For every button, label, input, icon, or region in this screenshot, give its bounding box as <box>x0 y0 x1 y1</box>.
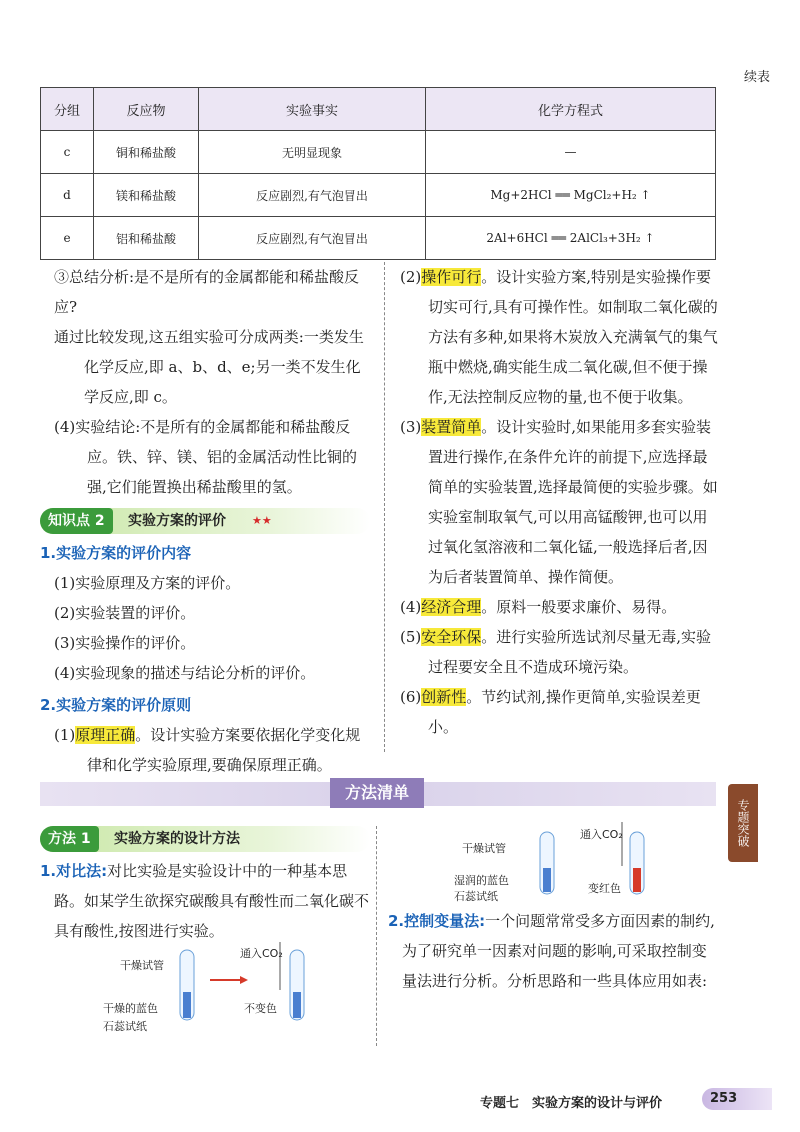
summary-answer: 通过比较发现,这五组实验可分成两类:一类发生化学反应,即 a、b、d、e;另一类不发生化学反应,即 c。 <box>54 328 364 406</box>
item-number: (4) <box>400 598 422 616</box>
figure-label: 干燥的蓝色 <box>103 1002 158 1015</box>
left-column <box>40 262 370 780</box>
page-number: 253 <box>702 1088 772 1110</box>
table-cell: d <box>41 174 94 217</box>
method-text: 对比实验是实验设计中的一种基本思路。如某学生欲探究碳酸具有酸性而二氧化碳不具有酸性,按图进行实验。 <box>54 862 370 940</box>
item-number: (1) <box>54 726 76 744</box>
table-cell: 反应剧烈,有气泡冒出 <box>199 217 426 260</box>
highlighted-term: 安全环保 <box>421 628 482 646</box>
item-number: (3) <box>400 418 422 436</box>
highlighted-term: 装置简单 <box>421 418 482 436</box>
heading-evaluation-content: 1.实验方案的评价内容 <box>40 544 192 562</box>
principle-3 <box>400 412 720 592</box>
list-item: (1)实验原理及方案的评价。 <box>54 574 241 592</box>
table-cell: 反应剧烈,有气泡冒出 <box>199 174 426 217</box>
table-row <box>41 217 716 260</box>
highlighted-term: 经济合理 <box>421 598 482 616</box>
highlighted-term: 操作可行 <box>421 268 482 286</box>
method-heading: 2.控制变量法: <box>388 912 486 930</box>
table-header: 分组 <box>41 88 94 131</box>
method-tag: 方法 1 <box>40 826 99 852</box>
principle-6 <box>400 682 720 742</box>
method-bar <box>40 826 370 852</box>
method-left <box>40 856 370 946</box>
control-variable-method <box>388 906 718 996</box>
highlighted-term: 创新性 <box>421 688 467 706</box>
litmus-paper-icon <box>183 992 191 1018</box>
item-number: (5) <box>400 628 422 646</box>
knowledge-point-tag: 知识点 2 <box>40 508 113 534</box>
section-title: 方法清单 <box>330 778 424 808</box>
table-cell: c <box>41 131 94 174</box>
principle-text: 。设计实验方案,特别是实验操作要切实可行,具有可操作性。如制取二氧化碳的方法有多种,如果将木炭放入充满氧气的集气瓶中燃烧,确实能生成二氧化碳,但不便于操作,无法控制反应物的量,也不便于收集。 <box>428 268 718 406</box>
continued-label: 续表 <box>743 70 770 85</box>
experiment-table <box>40 87 716 260</box>
footer-chapter: 专题七 实验方案的设计与评价 <box>480 1096 663 1111</box>
table-row <box>41 131 716 174</box>
method-title: 实验方案的设计方法 <box>114 831 240 847</box>
litmus-paper-red-icon <box>633 868 641 892</box>
column-divider <box>376 826 377 1046</box>
table-cell: 铜和稀盐酸 <box>94 131 199 174</box>
item-number: (2) <box>400 268 422 286</box>
principle-2 <box>400 262 720 412</box>
figure-label: 干燥试管 <box>120 959 164 972</box>
principle-1 <box>40 720 370 780</box>
figure-label: 通入CO₂ <box>580 828 623 841</box>
column-divider <box>384 262 385 752</box>
knowledge-point-bar <box>40 508 370 534</box>
item-number: (6) <box>400 688 422 706</box>
litmus-paper-icon <box>543 868 551 892</box>
litmus-paper-icon <box>293 992 301 1018</box>
figure-label: 变红色 <box>588 882 621 895</box>
table-header-row <box>41 88 716 131</box>
summary-question: ③总结分析:是不是所有的金属都能和稀盐酸反应? <box>54 268 360 316</box>
list-item: (4)实验现象的描述与结论分析的评价。 <box>54 664 316 682</box>
method-text: 一个问题常常受多方面因素的制约,为了研究单一因素对问题的影响,可采取控制变量法进行分析。分析思路和一些具体应用如表: <box>402 912 715 990</box>
figure-label: 干燥试管 <box>462 842 506 855</box>
figure-label: 湿润的蓝色 <box>454 874 509 887</box>
knowledge-point-title: 实验方案的评价 <box>128 513 226 529</box>
method-heading: 1.对比法: <box>40 862 108 880</box>
heading-evaluation-principles: 2.实验方案的评价原则 <box>40 696 192 714</box>
table-header: 化学方程式 <box>426 88 716 131</box>
table-row <box>41 174 716 217</box>
principle-text: 。原料一般要求廉价、易得。 <box>481 598 677 616</box>
conclusion-paragraph: (4)实验结论:不是所有的金属都能和稀盐酸反应。铁、锌、镁、铝的金属活动性比铜的强,它们能置换出稀盐酸里的氢。 <box>54 418 358 496</box>
figure-label: 石蕊试纸 <box>454 890 498 903</box>
table-cell: 2Al+6HCl ══ 2AlCl₃+3H₂ ↑ <box>426 217 716 260</box>
principle-text: 。设计实验方案要依据化学变化规律和化学实验原理,要确保原理正确。 <box>87 726 361 774</box>
method-right <box>388 906 718 996</box>
table-cell: e <box>41 217 94 260</box>
figure-label: 通入CO₂ <box>240 947 283 960</box>
principle-5 <box>400 622 720 682</box>
principle-text: 。节约试剂,操作更简单,实验误差更小。 <box>428 688 701 736</box>
table-cell: 铝和稀盐酸 <box>94 217 199 260</box>
side-tab: 专题突破 <box>728 784 758 862</box>
table-cell: 镁和稀盐酸 <box>94 174 199 217</box>
right-column <box>400 262 720 742</box>
principle-4 <box>400 592 720 622</box>
table-cell: — <box>426 131 716 174</box>
principle-text: 。设计实验时,如果能用多套实验装置进行操作,在条件允许的前提下,应选择最简单的实验装置,选择最简便的实验步骤。如实验室制取氧气,可以用高锰酸钾,也可以用过氧化氢溶液和二氧化锰,一般选择后者,因为后者装置简单、操作简便。 <box>428 418 718 586</box>
highlighted-term: 原理正确 <box>75 726 136 744</box>
list-item: (3)实验操作的评价。 <box>54 634 196 652</box>
arrow-head-icon <box>240 976 248 984</box>
list-item: (2)实验装置的评价。 <box>54 604 196 622</box>
figure-label: 不变色 <box>244 1002 277 1015</box>
table-cell: Mg+2HCl ══ MgCl₂+H₂ ↑ <box>426 174 716 217</box>
principle-text: 。进行实验所选试剂尽量无毒,实验过程要安全且不造成环境污染。 <box>428 628 712 676</box>
comparison-method <box>40 856 370 946</box>
table-header: 反应物 <box>94 88 199 131</box>
star-rating-icon: ★★ <box>252 514 272 527</box>
figure-label: 石蕊试纸 <box>103 1020 147 1033</box>
table-header: 实验事实 <box>199 88 426 131</box>
table-cell: 无明显现象 <box>199 131 426 174</box>
